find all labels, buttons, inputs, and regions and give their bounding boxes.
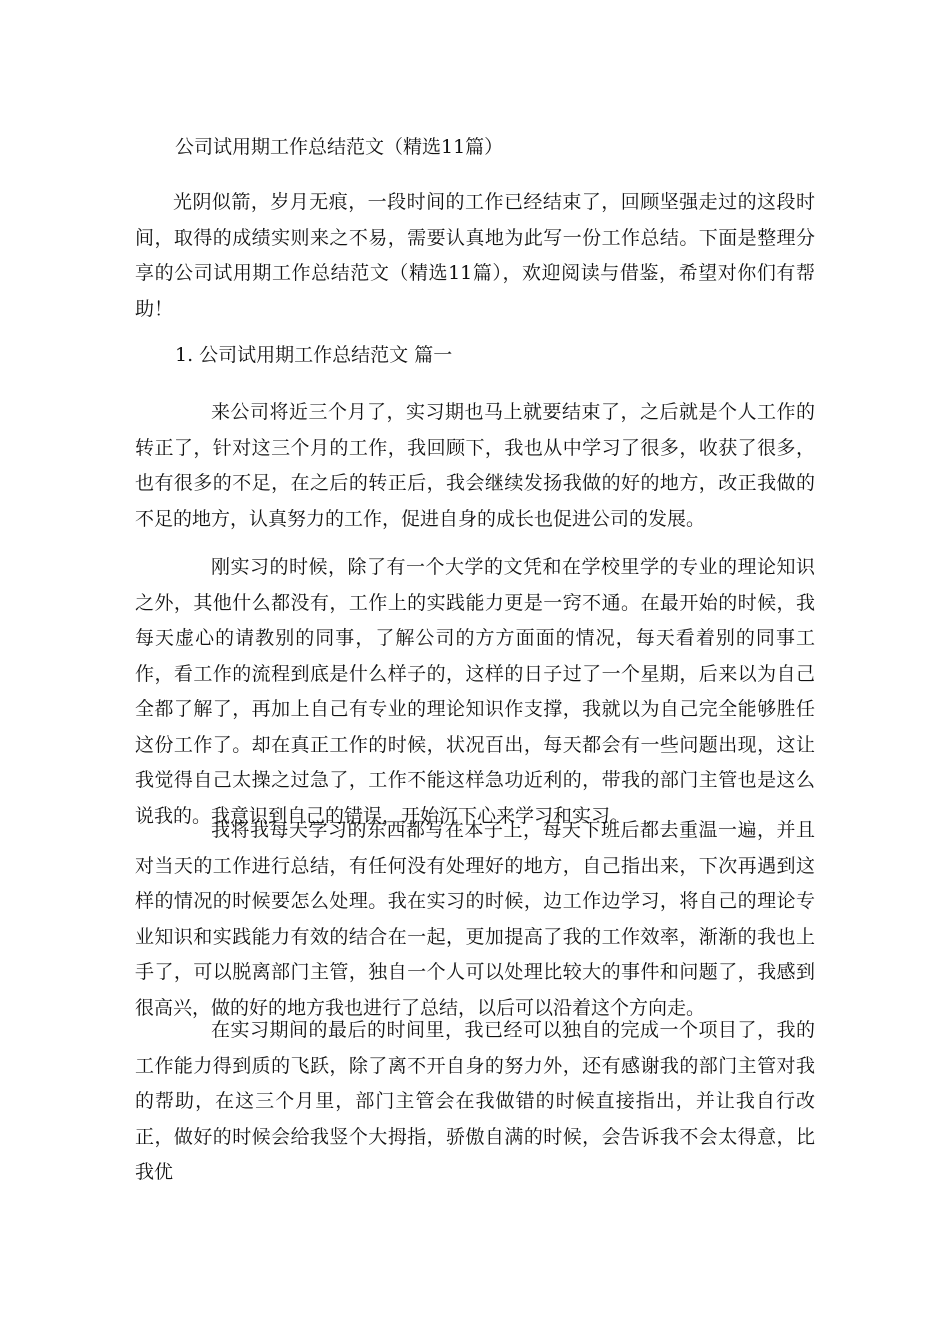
document-title: 公司试用期工作总结范文（精选11篇） (175, 136, 504, 158)
body-paragraph-4: 在实习期间的最后的时间里，我已经可以独自的完成一个项目了，我的工作能力得到质的飞跃，除了离不开自身的努力外，还有感谢我的部门主管对我的帮助，在这三个月里，部门主管会在我做错的时候直接指出，并让我自行改正，做好的时候会给我竖个大拇指，骄傲自满的时候，会告诉我不会太得意，比我优 (135, 1019, 815, 1183)
intro-paragraph: 光阴似箭，岁月无痕，一段时间的工作已经结束了，回顾坚强走过的这段时间，取得的成绩实则来之不易，需要认真地为此写一份工作总结。下面是整理分享的公司试用期工作总结范文（精选11篇），欢迎阅读与借鉴，希望对你们有帮助！ (135, 191, 815, 320)
body-paragraph-1: 来公司将近三个月了，实习期也马上就要结束了，之后就是个人工作的转正了，针对这三个月的工作，我回顾下，我也从中学习了很多，收获了很多，也有很多的不足，在之后的转正后，我会继续发扬我做的好的地方，改正我做的不足的地方，认真努力的工作，促进自身的成长也促进公司的发展。 (135, 401, 815, 530)
body-paragraph-3: 我将我每天学习的东西都写在本子上，每天下班后都去重温一遍，并且对当天的工作进行总结，有任何没有处理好的地方，自己指出来，下次再遇到这样的情况的时候要怎么处理。我在实习的时候，边工作边学习，将自己的理论专业知识和实践能力有效的结合在一起，更加提高了我的工作效率，渐渐的我也上手了，可以脱离部门主管，独自一个人可以处理比较大的事件和问题了，我感到很高兴，做的好的地方我也进行了总结，以后可以沿着这个方向走。 (135, 819, 815, 1019)
section-heading: 1. 公司试用期工作总结范文 篇一 (175, 344, 453, 366)
body-paragraph-2: 刚实习的时候，除了有一个大学的文凭和在学校里学的专业的理论知识之外，其他什么都没有，工作上的实践能力更是一窍不通。在最开始的时候，我每天虚心的请教别的同事，了解公司的方方面面的情况，每天看着别的同事工作，看工作的流程到底是什么样子的，这样的日子过了一个星期，后来以为自己全都了解了，再加上自己有专业的理论知识作支撑，我就以为自己完全能够胜任这份工作了。却在真正工作的时候，状况百出，每天都会有一些问题出现，这让我觉得自己太操之过急了，工作不能这样急功近利的，带我的部门主管也是这么说我的。我意识到自己的错误，开始沉下心来学习和实习。 (135, 556, 815, 827)
